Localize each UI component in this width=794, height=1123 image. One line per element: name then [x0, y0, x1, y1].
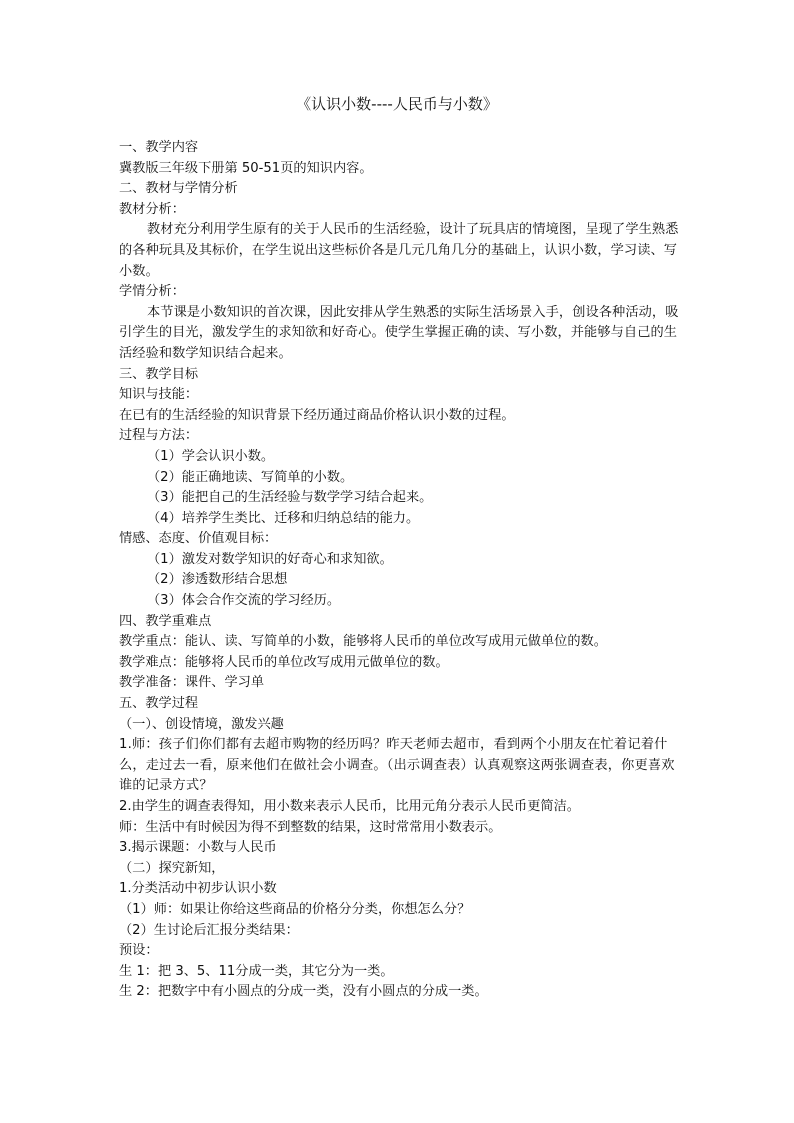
list-item: （2）渗透数形结合思想 [147, 572, 288, 588]
list-item: （2）能正确地读、写简单的小数。 [147, 469, 354, 485]
process-part2-item1: 1.分类活动中初步认识小数 [119, 881, 277, 897]
process-part1-item1: 1.师：孩子们你们都有去超市购物的经历吗？昨天老师去超市，看到两个小朋友在忙着记着什么，走过去一看，原来他们在做社会小调查。（出示调查表）认真观察这两张调查表，你更喜欢谁的记录方式？ [119, 737, 675, 794]
section-heading-content: 一、教学内容 [119, 140, 199, 155]
student-analysis-label: 学情分析： [119, 284, 185, 300]
process-part2-sub2: （2）生讨论后汇报分类结果： [119, 922, 299, 938]
difficulty-text: 教学难点：能够将人民币的单位改写成用元做单位的数。 [119, 654, 449, 670]
student-analysis-text: 本节课是小数知识的首次课，因此安排从学生熟悉的实际生活场景入手，创设各种活动，吸引学生的目光，激发学生的求知欲和好奇心。使学生掌握正确的读、写小数，并能够与自己的生活经验和数学知识结合起来。 [119, 304, 679, 361]
list-item: （4）培养学生类比、迁移和归纳总结的能力。 [147, 510, 420, 526]
section-heading-key-points: 四、教学重难点 [119, 613, 212, 629]
knowledge-skill-label: 知识与技能： [119, 387, 199, 403]
process-part1-item2: 2.由学生的调查表得知，用小数来表示人民币，比用元角分表示人民币更简洁。 [119, 799, 580, 814]
list-item: （3）体会合作交流的学习经历。 [147, 593, 341, 609]
key-point-text: 教学重点：能认、读、写简单的小数，能够将人民币的单位改写成用元做单位的数。 [119, 634, 607, 650]
knowledge-skill-text: 在已有的生活经验的知识背景下经历通过商品价格认识小数的过程。 [119, 407, 515, 423]
process-part2-heading: （二）探究新知， [119, 860, 225, 876]
material-analysis-text: 教材充分利用学生原有的关于人民币的生活经验，设计了玩具店的情境图，呈现了学生熟悉的各种玩具及其标价，在学生说出这些标价各是几元几角几分的基础上，认识小数，学习读、写小数。 [119, 222, 679, 279]
list-item: （1）学会认识小数。 [147, 448, 275, 464]
section-heading-process: 五、教学过程 [119, 696, 199, 712]
section-heading-goals: 三、教学目标 [119, 366, 199, 382]
list-item: （3）能把自己的生活经验与数学学习结合起来。 [147, 490, 433, 506]
content-text: 冀教版三年级下册第 50-51页的知识内容。 [119, 160, 373, 176]
preset-answer-2: 生 2：把数字中有小圆点的分成一类，没有小圆点的分成一类。 [119, 984, 488, 1000]
process-part1-item3: 3.揭示课题：小数与人民币 [119, 840, 277, 856]
material-analysis-label: 教材分析： [119, 201, 185, 217]
page-title: 《认识小数----人民币与小数》 [296, 95, 498, 113]
section-heading-analysis: 二、教材与学情分析 [119, 181, 238, 197]
document-body [119, 138, 679, 1003]
list-item: （1）激发对数学知识的好奇心和求知欲。 [147, 551, 393, 567]
process-part1-heading: （一）、创设情境，激发兴趣 [119, 716, 284, 732]
process-part1-item2b: 师：生活中有时候因为得不到整数的结果，这时常常用小数表示。 [119, 819, 502, 835]
preset-answer-1: 生 1：把 3、5、11分成一类，其它分为一类。 [119, 963, 394, 979]
process-part2-sub1: （1）师：如果让你给这些商品的价格分分类，你想怎么分？ [119, 901, 471, 917]
preparation-text: 教学准备：课件、学习单 [119, 675, 265, 691]
process-method-label: 过程与方法： [119, 428, 199, 444]
emotion-goal-label: 情感、态度、价值观目标： [119, 531, 278, 547]
preset-label: 预设： [119, 943, 159, 959]
